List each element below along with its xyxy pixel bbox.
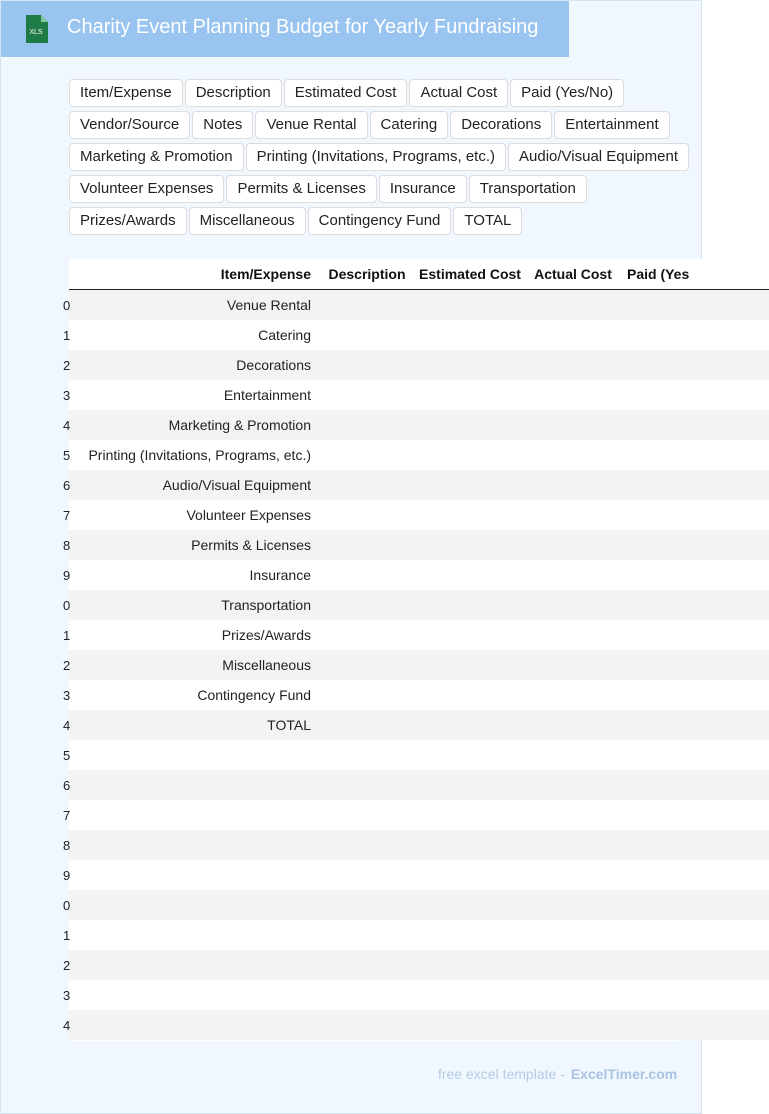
cell-item-expense[interactable]	[79, 830, 319, 860]
table-row	[69, 410, 769, 440]
cell-paid[interactable]	[621, 1010, 769, 1040]
cell-estimated-cost[interactable]	[415, 530, 525, 560]
footer-brand-link[interactable]: ExcelTimer.com	[570, 1066, 678, 1082]
cell-paid[interactable]	[621, 980, 769, 1010]
table-row	[69, 470, 769, 500]
cell-paid[interactable]	[621, 560, 769, 590]
table-row	[69, 530, 769, 560]
chip-row	[69, 111, 699, 139]
row-index[interactable]	[63, 980, 79, 1010]
cell-paid[interactable]	[621, 860, 769, 890]
column-chip[interactable]: Marketing & Promotion	[69, 143, 244, 171]
cell-item-expense[interactable]: Contingency Fund	[79, 680, 319, 710]
cell-description[interactable]	[319, 320, 415, 350]
table-row	[69, 680, 769, 710]
table-row	[69, 890, 769, 920]
cell-paid[interactable]	[621, 890, 769, 920]
row-index-label: 0	[63, 898, 71, 913]
cell-estimated-cost[interactable]	[415, 800, 525, 830]
budget-table	[63, 259, 769, 1040]
cell-estimated-cost[interactable]	[415, 380, 525, 410]
row-index[interactable]	[63, 500, 79, 530]
table-header-row	[69, 259, 769, 290]
cell-item-expense[interactable]: Audio/Visual Equipment	[79, 470, 319, 500]
row-index-label: 8	[63, 538, 71, 553]
table-row	[69, 590, 769, 620]
cell-actual-cost[interactable]	[525, 800, 621, 830]
table-row	[69, 740, 769, 770]
cell-actual-cost[interactable]	[525, 920, 621, 950]
footer	[438, 1066, 677, 1082]
column-chip[interactable]: Vendor/Source	[69, 111, 190, 139]
column-chip[interactable]: Actual Cost	[409, 79, 508, 107]
cell-item-expense[interactable]: Venue Rental	[79, 290, 319, 321]
cell-actual-cost[interactable]	[525, 680, 621, 710]
row-index-label: 2	[63, 358, 71, 373]
table-row	[69, 860, 769, 890]
cell-estimated-cost[interactable]	[415, 830, 525, 860]
excel-file-icon	[21, 14, 51, 44]
table-row	[69, 380, 769, 410]
column-chip[interactable]: TOTAL	[453, 207, 522, 235]
cell-paid[interactable]	[621, 350, 769, 380]
cell-description[interactable]	[319, 680, 415, 710]
row-index-label: 8	[63, 838, 71, 853]
cell-paid[interactable]	[621, 800, 769, 830]
header-item-expense: Item/Expense	[79, 259, 319, 290]
row-index-label: 6	[63, 478, 71, 493]
row-index[interactable]	[63, 410, 79, 440]
row-index-label: 3	[63, 388, 71, 403]
column-chip[interactable]: Insurance	[379, 175, 467, 203]
row-index[interactable]	[63, 380, 79, 410]
cell-description[interactable]	[319, 980, 415, 1010]
row-index-label: 1	[63, 928, 71, 943]
column-chip[interactable]: Transportation	[469, 175, 587, 203]
cell-estimated-cost[interactable]	[415, 980, 525, 1010]
cell-description[interactable]	[319, 440, 415, 470]
cell-actual-cost[interactable]	[525, 590, 621, 620]
cell-item-expense[interactable]: Marketing & Promotion	[79, 410, 319, 440]
row-index[interactable]	[63, 950, 79, 980]
column-chip[interactable]: Notes	[192, 111, 253, 139]
cell-actual-cost[interactable]	[525, 770, 621, 800]
cell-estimated-cost[interactable]	[415, 770, 525, 800]
table-row	[69, 620, 769, 650]
cell-actual-cost[interactable]	[525, 290, 621, 321]
row-index[interactable]	[63, 860, 79, 890]
row-index-label: 7	[63, 808, 71, 823]
cell-paid[interactable]	[621, 590, 769, 620]
cell-description[interactable]	[319, 560, 415, 590]
column-chip[interactable]: Prizes/Awards	[69, 207, 187, 235]
cell-item-expense[interactable]: Insurance	[79, 560, 319, 590]
table-row	[69, 350, 769, 380]
table-row	[69, 500, 769, 530]
column-chip[interactable]: Description	[185, 79, 282, 107]
row-index[interactable]	[63, 650, 79, 680]
cell-actual-cost[interactable]	[525, 350, 621, 380]
cell-item-expense[interactable]: Printing (Invitations, Programs, etc.)	[79, 440, 319, 470]
row-index[interactable]	[63, 740, 79, 770]
cell-actual-cost[interactable]	[525, 860, 621, 890]
cell-actual-cost[interactable]	[525, 1010, 621, 1040]
cell-actual-cost[interactable]	[525, 440, 621, 470]
cell-actual-cost[interactable]	[525, 620, 621, 650]
cell-description[interactable]	[319, 830, 415, 860]
cell-description[interactable]	[319, 770, 415, 800]
cell-actual-cost[interactable]	[525, 650, 621, 680]
row-index[interactable]	[63, 800, 79, 830]
row-index[interactable]	[63, 320, 79, 350]
cell-estimated-cost[interactable]	[415, 620, 525, 650]
row-index[interactable]	[63, 710, 79, 740]
cell-paid[interactable]	[621, 440, 769, 470]
cell-description[interactable]	[319, 920, 415, 950]
footer-text: free excel template -	[438, 1066, 565, 1082]
header-estimated-cost: Estimated Cost	[415, 259, 525, 290]
row-index[interactable]	[63, 920, 79, 950]
row-index[interactable]	[63, 770, 79, 800]
cell-paid[interactable]	[621, 650, 769, 680]
cell-estimated-cost[interactable]	[415, 290, 525, 321]
cell-item-expense[interactable]	[79, 920, 319, 950]
cell-actual-cost[interactable]	[525, 890, 621, 920]
cell-item-expense[interactable]: Transportation	[79, 590, 319, 620]
cell-description[interactable]	[319, 740, 415, 770]
header-paid: Paid (Yes	[621, 259, 769, 290]
row-index[interactable]	[63, 680, 79, 710]
table-row	[69, 1010, 769, 1040]
row-index-label: 3	[63, 688, 71, 703]
cell-estimated-cost[interactable]	[415, 440, 525, 470]
cell-item-expense[interactable]: Decorations	[79, 350, 319, 380]
cell-actual-cost[interactable]	[525, 560, 621, 590]
cell-description[interactable]	[319, 410, 415, 440]
chip-row	[69, 175, 699, 203]
cell-estimated-cost[interactable]	[415, 410, 525, 440]
cell-description[interactable]	[319, 380, 415, 410]
table-row	[69, 830, 769, 860]
row-index[interactable]	[63, 830, 79, 860]
cell-estimated-cost[interactable]	[415, 710, 525, 740]
cell-description[interactable]	[319, 350, 415, 380]
row-index[interactable]	[63, 350, 79, 380]
cell-estimated-cost[interactable]	[415, 320, 525, 350]
row-index-label: 2	[63, 658, 71, 673]
column-chip[interactable]: Item/Expense	[69, 79, 183, 107]
row-index-label: 9	[63, 568, 71, 583]
cell-paid[interactable]	[621, 500, 769, 530]
column-chip[interactable]: Entertainment	[554, 111, 669, 139]
table-row	[69, 710, 769, 740]
cell-item-expense[interactable]: Permits & Licenses	[79, 530, 319, 560]
cell-estimated-cost[interactable]	[415, 920, 525, 950]
cell-actual-cost[interactable]	[525, 710, 621, 740]
cell-actual-cost[interactable]	[525, 980, 621, 1010]
cell-description[interactable]	[319, 710, 415, 740]
row-index-label: 6	[63, 778, 71, 793]
cell-paid[interactable]	[621, 470, 769, 500]
cell-paid[interactable]	[621, 530, 769, 560]
cell-paid[interactable]	[621, 770, 769, 800]
cell-description[interactable]	[319, 290, 415, 321]
column-chip[interactable]: Estimated Cost	[284, 79, 408, 107]
title-bar	[1, 1, 569, 57]
cell-description[interactable]	[319, 800, 415, 830]
page-title: Charity Event Planning Budget for Yearly Fundraising	[67, 16, 539, 38]
cell-item-expense[interactable]	[79, 770, 319, 800]
row-index-label: 1	[63, 328, 71, 343]
cell-estimated-cost[interactable]	[415, 500, 525, 530]
chip-row	[69, 207, 699, 235]
cell-item-expense[interactable]: Volunteer Expenses	[79, 500, 319, 530]
row-index-label: 0	[63, 298, 71, 313]
cell-actual-cost[interactable]	[525, 410, 621, 440]
row-index[interactable]	[63, 590, 79, 620]
row-index-label: 9	[63, 868, 71, 883]
cell-item-expense[interactable]: TOTAL	[79, 710, 319, 740]
cell-paid[interactable]	[621, 380, 769, 410]
cell-item-expense[interactable]: Entertainment	[79, 380, 319, 410]
header-description: Description	[319, 259, 415, 290]
cell-estimated-cost[interactable]	[415, 890, 525, 920]
cell-description[interactable]	[319, 500, 415, 530]
cell-paid[interactable]	[621, 830, 769, 860]
cell-description[interactable]	[319, 530, 415, 560]
cell-description[interactable]	[319, 950, 415, 980]
row-index[interactable]	[63, 290, 79, 321]
cell-description[interactable]	[319, 860, 415, 890]
cell-item-expense[interactable]	[79, 950, 319, 980]
icon-label: XLS	[29, 29, 43, 36]
cell-estimated-cost[interactable]	[415, 560, 525, 590]
cell-paid[interactable]	[621, 680, 769, 710]
row-index-label: 1	[63, 628, 71, 643]
cell-estimated-cost[interactable]	[415, 350, 525, 380]
column-chip[interactable]: Permits & Licenses	[226, 175, 376, 203]
cell-description[interactable]	[319, 1010, 415, 1040]
column-chip[interactable]: Printing (Invitations, Programs, etc.)	[246, 143, 506, 171]
column-chip[interactable]: Miscellaneous	[189, 207, 306, 235]
index-header	[69, 259, 79, 290]
cell-paid[interactable]	[621, 620, 769, 650]
cell-actual-cost[interactable]	[525, 380, 621, 410]
column-chip[interactable]: Catering	[370, 111, 449, 139]
cell-item-expense[interactable]	[79, 980, 319, 1010]
chip-row	[69, 143, 699, 171]
cell-paid[interactable]	[621, 290, 769, 321]
row-index-label: 4	[63, 418, 71, 433]
cell-description[interactable]	[319, 890, 415, 920]
cell-paid[interactable]	[621, 320, 769, 350]
cell-paid[interactable]	[621, 410, 769, 440]
cell-actual-cost[interactable]	[525, 530, 621, 560]
row-index-label: 0	[63, 598, 71, 613]
cell-actual-cost[interactable]	[525, 500, 621, 530]
row-index-label: 2	[63, 958, 71, 973]
cell-actual-cost[interactable]	[525, 740, 621, 770]
cell-paid[interactable]	[621, 710, 769, 740]
column-chip[interactable]: Decorations	[450, 111, 552, 139]
cell-item-expense[interactable]: Prizes/Awards	[79, 620, 319, 650]
cell-actual-cost[interactable]	[525, 320, 621, 350]
column-chip[interactable]: Audio/Visual Equipment	[508, 143, 689, 171]
cell-actual-cost[interactable]	[525, 950, 621, 980]
cell-estimated-cost[interactable]	[415, 950, 525, 980]
row-index[interactable]	[63, 560, 79, 590]
cell-estimated-cost[interactable]	[415, 860, 525, 890]
cell-item-expense[interactable]	[79, 740, 319, 770]
row-index-label: 4	[63, 718, 71, 733]
cell-description[interactable]	[319, 620, 415, 650]
cell-item-expense[interactable]	[79, 890, 319, 920]
row-index[interactable]	[63, 890, 79, 920]
table-row	[69, 290, 769, 321]
cell-estimated-cost[interactable]	[415, 1010, 525, 1040]
cell-estimated-cost[interactable]	[415, 740, 525, 770]
spreadsheet-preview	[63, 259, 690, 1041]
column-chip[interactable]: Venue Rental	[255, 111, 367, 139]
cell-estimated-cost[interactable]	[415, 680, 525, 710]
table-row	[69, 980, 769, 1010]
cell-estimated-cost[interactable]	[415, 470, 525, 500]
table-row	[69, 950, 769, 980]
cell-item-expense[interactable]	[79, 800, 319, 830]
cell-paid[interactable]	[621, 950, 769, 980]
column-chip-list	[69, 79, 699, 239]
cell-item-expense[interactable]	[79, 860, 319, 890]
row-index-label: 4	[63, 1018, 71, 1033]
column-chip[interactable]: Paid (Yes/No)	[510, 79, 624, 107]
column-chip[interactable]: Volunteer Expenses	[69, 175, 224, 203]
row-index[interactable]	[63, 620, 79, 650]
row-index[interactable]	[63, 470, 79, 500]
cell-paid[interactable]	[621, 920, 769, 950]
cell-description[interactable]	[319, 470, 415, 500]
row-index[interactable]	[63, 1010, 79, 1040]
cell-description[interactable]	[319, 650, 415, 680]
table-row	[69, 920, 769, 950]
table-row	[69, 650, 769, 680]
row-index-label: 3	[63, 988, 71, 1003]
table-row	[69, 800, 769, 830]
cell-item-expense[interactable]: Catering	[79, 320, 319, 350]
cell-estimated-cost[interactable]	[415, 650, 525, 680]
row-index-label: 5	[63, 748, 71, 763]
cell-actual-cost[interactable]	[525, 830, 621, 860]
table-row	[69, 770, 769, 800]
row-index[interactable]	[63, 440, 79, 470]
table-row	[69, 320, 769, 350]
row-index-label: 5	[63, 448, 71, 463]
chip-row	[69, 79, 699, 107]
cell-paid[interactable]	[621, 740, 769, 770]
column-chip[interactable]: Contingency Fund	[308, 207, 452, 235]
cell-actual-cost[interactable]	[525, 470, 621, 500]
header-actual-cost: Actual Cost	[525, 259, 621, 290]
table-row	[69, 560, 769, 590]
cell-estimated-cost[interactable]	[415, 590, 525, 620]
cell-item-expense[interactable]: Miscellaneous	[79, 650, 319, 680]
row-index-label: 7	[63, 508, 71, 523]
cell-description[interactable]	[319, 590, 415, 620]
cell-item-expense[interactable]	[79, 1010, 319, 1040]
row-index[interactable]	[63, 530, 79, 560]
table-row	[69, 440, 769, 470]
